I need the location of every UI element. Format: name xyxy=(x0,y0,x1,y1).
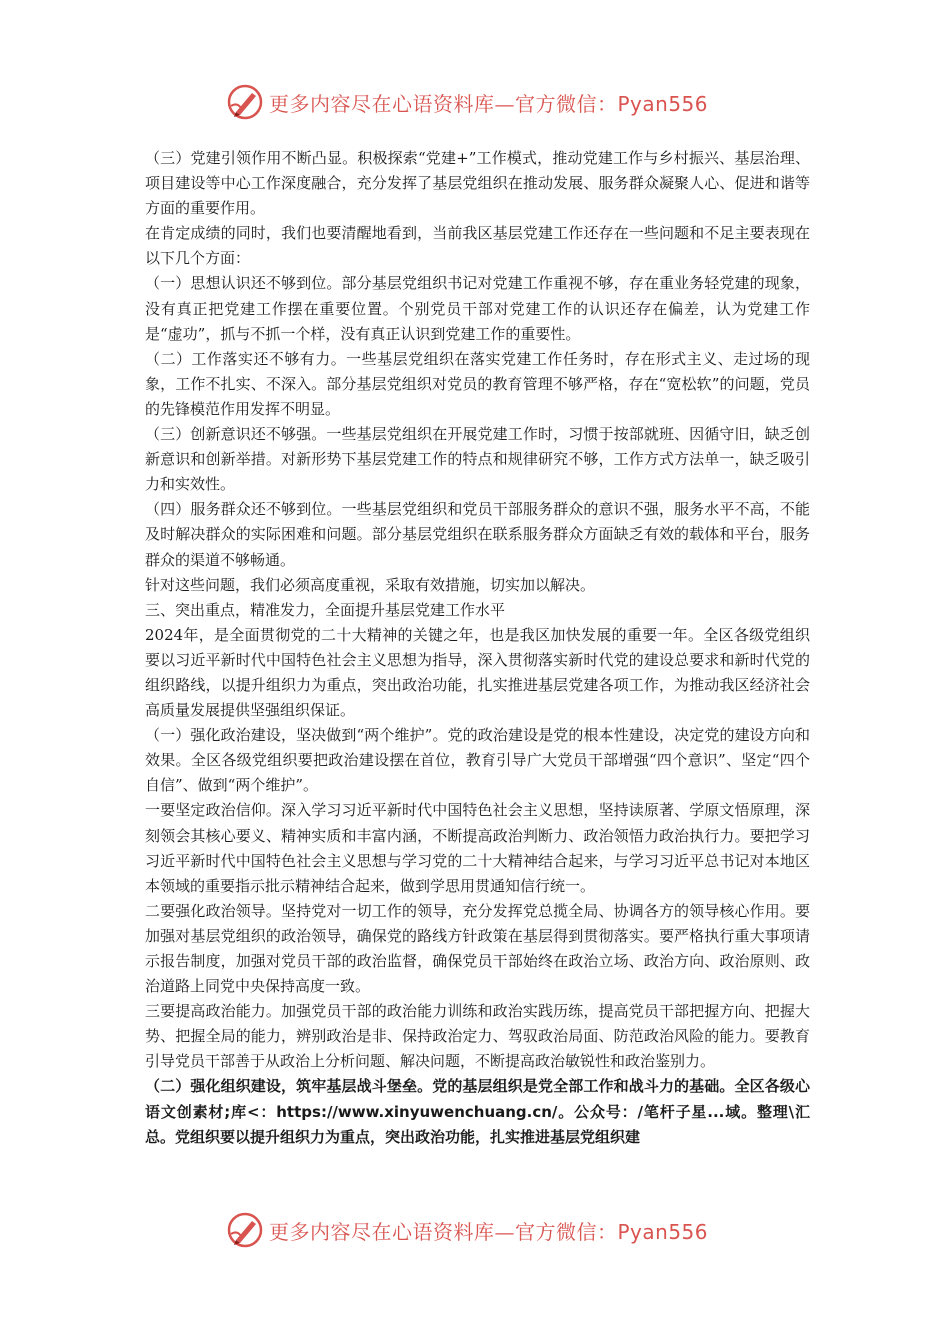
banner-main-text: 更多内容尽在心语资料库—官方微信： xyxy=(269,1219,618,1244)
paragraph: 在肯定成绩的同时，我们也要清醒地看到，当前我区基层党建工作还存在一些问题和不足主要表现在以下几个方面： xyxy=(145,224,810,268)
banner-wechat-id: Pyan556 xyxy=(617,1219,709,1244)
paragraph: （三）党建引领作用不断凸显。积极探索“党建+”工作模式，推动党建工作与乡村振兴、基层治理、项目建设等中心工作深度融合，充分发挥了基层党组织在推动发展、服务群众凝聚人心、促进和谐等方面的重要作用。 xyxy=(145,149,810,218)
paragraph: （一）思想认识还不够到位。部分基层党组织书记对党建工作重视不够，存在重业务轻党建的现象，没有真正把党建工作摆在重要位置。个别党员干部对党建工作的认识还存在偏差，认为党建工作是“虚功”，抓与不抓一个样，没有真正认识到党建工作的重要性。 xyxy=(145,274,810,343)
banner-text xyxy=(269,88,708,117)
paragraph: （一）强化政治建设，坚决做到“两个维护”。党的政治建设是党的根本性建设，决定党的建设方向和效果。全区各级党组织要把政治建设摆在首位，教育引导广大党员干部增强“四个意识”、坚定“四个自信”、做到“两个维护”。 xyxy=(145,726,810,795)
paragraph: 三要提高政治能力。加强党员干部的政治能力训练和政治实践历练，提高党员干部把握方向、把握大势、把握全局的能力，辨别政治是非、保持政治定力、驾驭政治局面、防范政治风险的能力。要教育引导党员干部善于从政治上分析问题、解决问题，不断提高政治敏锐性和政治鉴别力。 xyxy=(145,1002,810,1071)
paragraph: 二要强化政治领导。坚持党对一切工作的领导，充分发挥党总揽全局、协调各方的领导核心作用。要加强对基层党组织的政治领导，确保党的路线方针政策在基层得到贯彻落实。要严格执行重大事项请示报告制度，加强对党员干部的政治监督，确保党员干部始终在政治立场、政治方向、政治原则、政治道路上同党中央保持高度一致。 xyxy=(145,901,810,996)
document-body xyxy=(145,146,810,1150)
banner-wechat-id: Pyan556 xyxy=(617,91,709,116)
pen-logo-icon xyxy=(225,82,265,122)
paragraph: （三）创新意识还不够强。一些基层党组织在开展党建工作时，习惯于按部就班、因循守旧，缺乏创新意识和创新举措。对新形势下基层党建工作的特点和规律研究不够，工作方式方法单一，缺乏吸引力和实效性。 xyxy=(145,425,810,494)
banner-text xyxy=(269,1216,708,1245)
paragraph: （四）服务群众还不够到位。一些基层党组织和党员干部服务群众的意识不强，服务水平不高，不能及时解决群众的实际困难和问题。部分基层党组织在联系服务群众方面缺乏有效的载体和平台，服务群众的渠道不够畅通。 xyxy=(145,500,810,569)
paragraph: 一要坚定政治信仰。深入学习习近平新时代中国特色社会主义思想，坚持读原著、学原文悟原理，深刻领会其核心要义、精神实质和丰富内涵，不断提高政治判断力、政治领悟力政治执行力。要把学习习近平新时代中国特色社会主义思想与学习党的二十大精神结合起来，与学习习近平总书记对本地区本领域的重要指示批示精神结合起来，做到学思用贯通知信行统一。 xyxy=(145,801,810,895)
pen-logo-icon xyxy=(225,1210,265,1250)
banner-main-text: 更多内容尽在心语资料库—官方微信： xyxy=(269,91,618,116)
bold-paragraph: （二）强化组织建设，筑牢基层战斗堡垒。党的基层组织是党全部工作和战斗力的基础。全区各级心语文创素材;库<：https://www.xinyuwenchuang.cn/。公众号：/笔杆子星...域。整理\汇总。党组织要以提升组织力为重点，突出政治功能，扎实推进基层党组织建 xyxy=(145,1077,810,1146)
header-banner xyxy=(225,80,745,124)
paragraph: （二）工作落实还不够有力。一些基层党组织在落实党建工作任务时，存在形式主义、走过场的现象，工作不扎实、不深入。部分基层党组织对党员的教育管理不够严格，存在“宽松软”的问题，党员的先锋模范作用发挥不明显。 xyxy=(145,349,810,418)
paragraph: 2024年，是全面贯彻党的二十大精神的关键之年，也是我区加快发展的重要一年。全区各级党组织要以习近平新时代中国特色社会主义思想为指导，深入贯彻落实新时代党的建设总要求和新时代党的组织路线，以提升组织力为重点，突出政治功能，扎实推进基层党建各项工作，为推动我区经济社会高质量发展提供坚强组织保证。 xyxy=(145,625,810,720)
footer-banner xyxy=(225,1208,745,1252)
section-heading: 三、突出重点，精准发力，全面提升基层党建工作水平 xyxy=(145,600,506,619)
paragraph: 针对这些问题，我们必须高度重视，采取有效措施，切实加以解决。 xyxy=(145,575,596,594)
